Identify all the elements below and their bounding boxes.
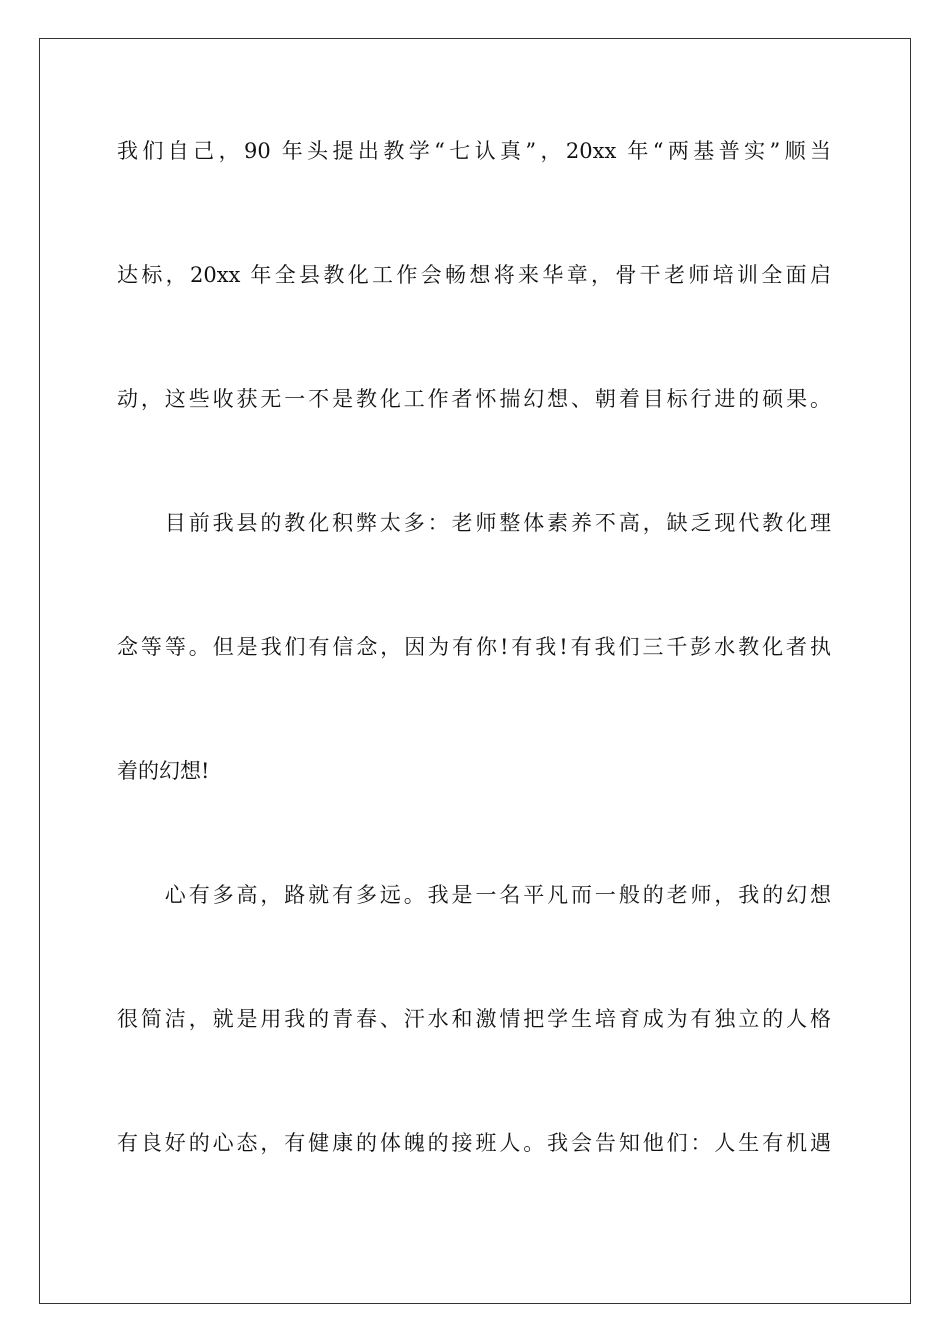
paragraph-line: 达标，20xx 年全县教化工作会畅想将来华章，骨干老师培训全面启 <box>117 263 831 287</box>
paragraph-line: 念等等。但是我们有信念，因为有你!有我!有我们三千彭水教化者执 <box>117 635 831 659</box>
paragraph-line: 心有多高，路就有多远。我是一名平凡而一般的老师，我的幻想 <box>117 883 831 907</box>
page-border <box>39 38 911 1304</box>
paragraph-line: 我们自己，90 年头提出教学“七认真”，20xx 年“两基普实”顺当 <box>117 139 831 163</box>
paragraph-line: 很简洁，就是用我的青春、汗水和激情把学生培育成为有独立的人格 <box>117 1007 831 1031</box>
paragraph-line: 动，这些收获无一不是教化工作者怀揣幻想、朝着目标行进的硕果。 <box>117 387 831 411</box>
paragraph-line: 目前我县的教化积弊太多：老师整体素养不高，缺乏现代教化理 <box>117 511 831 535</box>
paragraph-line: 着的幻想! <box>117 759 210 783</box>
paragraph-line: 有良好的心态，有健康的体魄的接班人。我会告知他们：人生有机遇 <box>117 1131 831 1155</box>
